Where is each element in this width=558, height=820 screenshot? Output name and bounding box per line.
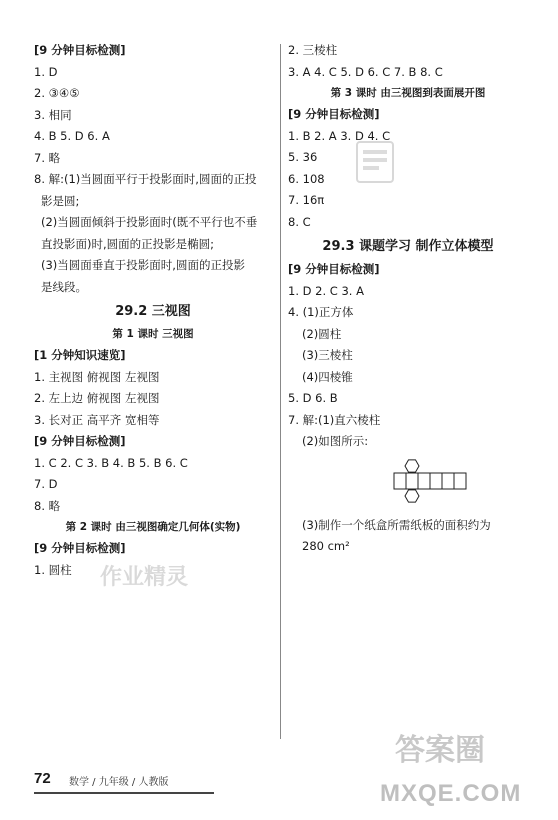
lesson-title: 第 3 课时 由三视图到表面展开图 [330,87,486,99]
answer-line: 1. D [34,64,58,79]
section-label: [9 分钟目标检测] [34,43,126,57]
net-face [454,473,466,489]
answer-line: (2)如图所示: [302,434,369,448]
answer-line: 3. 相同 [34,107,72,122]
answer-line: (2)圆柱 [302,326,342,341]
column-divider [280,44,281,739]
net-face [430,473,442,489]
answer-line: 影是圆; [41,193,80,208]
answer-line: (3)当圆面垂直于投影面时,圆面的正投影 [41,258,245,272]
answer-line: 2. 三棱柱 [288,43,338,57]
answer-line: 7. 解:(1)直六棱柱 [288,412,381,427]
answer-line: 280 cm² [302,539,350,553]
answer-line: 7. 16π [288,193,325,207]
answer-line: 4. B 5. D 6. A [34,129,110,143]
answer-line: 1. 圆柱 [34,562,72,577]
answer-line: (2)当圆面倾斜于投影面时(既不平行也不垂 [41,215,258,229]
answer-line: 1. D 2. C 3. A [288,283,364,298]
answer-line: 5. 36 [288,150,318,164]
section-title: 29.2 三视图 [115,304,191,319]
net-face [418,473,430,489]
answer-line: 8. 略 [34,498,61,513]
answer-line: 直投影面)时,圆面的正投影是椭圆; [41,236,215,251]
answer-line: 1. 主视图 俯视图 左视图 [34,369,160,384]
answer-line: 2. ③④⑤ [34,86,80,100]
answer-line: 3. 长对正 高平齐 宽相等 [34,412,160,427]
answer-line: 1. C 2. C 3. B 4. B 5. B 6. C [34,455,188,470]
subject-line: 数学 / 九年级 / 人教版 [69,777,169,788]
footer-rule [34,792,214,794]
stamp-icon [355,140,395,184]
lesson-title: 第 2 课时 由三视图确定几何体(实物) [65,521,241,533]
answer-line: 5. D 6. B [288,391,338,405]
left-column [34,40,272,581]
section-label: [9 分钟目标检测] [34,541,126,555]
net-hexagon [405,489,419,501]
net-hexagon [405,459,419,471]
watermark-logo: 答案圈 [395,733,485,768]
answer-line: 8. C [288,214,311,229]
hexagonal-prism-net-figure [386,457,476,505]
right-column [288,40,528,558]
watermark-url: MXQE.COM [380,780,522,807]
answer-line: (3)三棱柱 [302,348,353,362]
answer-line: 7. 略 [34,150,61,165]
page-footer [34,770,524,800]
section-title: 29.3 课题学习 制作立体模型 [322,239,494,254]
answer-line: 3. A 4. C 5. D 6. C 7. B 8. C [288,64,443,79]
answer-line: 2. 左上边 俯视图 左视图 [34,391,160,405]
page-number: 72 [34,770,51,787]
answer-line: (4)四棱锥 [302,369,353,384]
section-label: [1 分钟知识速览] [34,348,126,362]
section-label: [9 分钟目标检测] [34,434,126,448]
section-label: [9 分钟目标检测] [288,262,380,276]
answer-line: 7. D [34,477,58,491]
net-face [406,473,418,489]
section-label: [9 分钟目标检测] [288,107,380,121]
answer-line: (3)制作一个纸盒所需纸板的面积约为 [302,517,491,532]
watermark-text: 作业精灵 [100,565,189,590]
answer-line: 6. 108 [288,171,325,186]
answer-line: 1. B 2. A 3. D 4. C [288,128,391,143]
net-face [442,473,454,489]
answer-line: 4. (1)正方体 [288,305,354,319]
answer-line: 8. 解:(1)当圆面平行于投影面时,圆面的正投 [34,172,257,186]
lesson-title: 第 1 课时 三视图 [112,328,194,340]
net-face [394,473,406,489]
answer-line: 是线段。 [41,279,87,294]
